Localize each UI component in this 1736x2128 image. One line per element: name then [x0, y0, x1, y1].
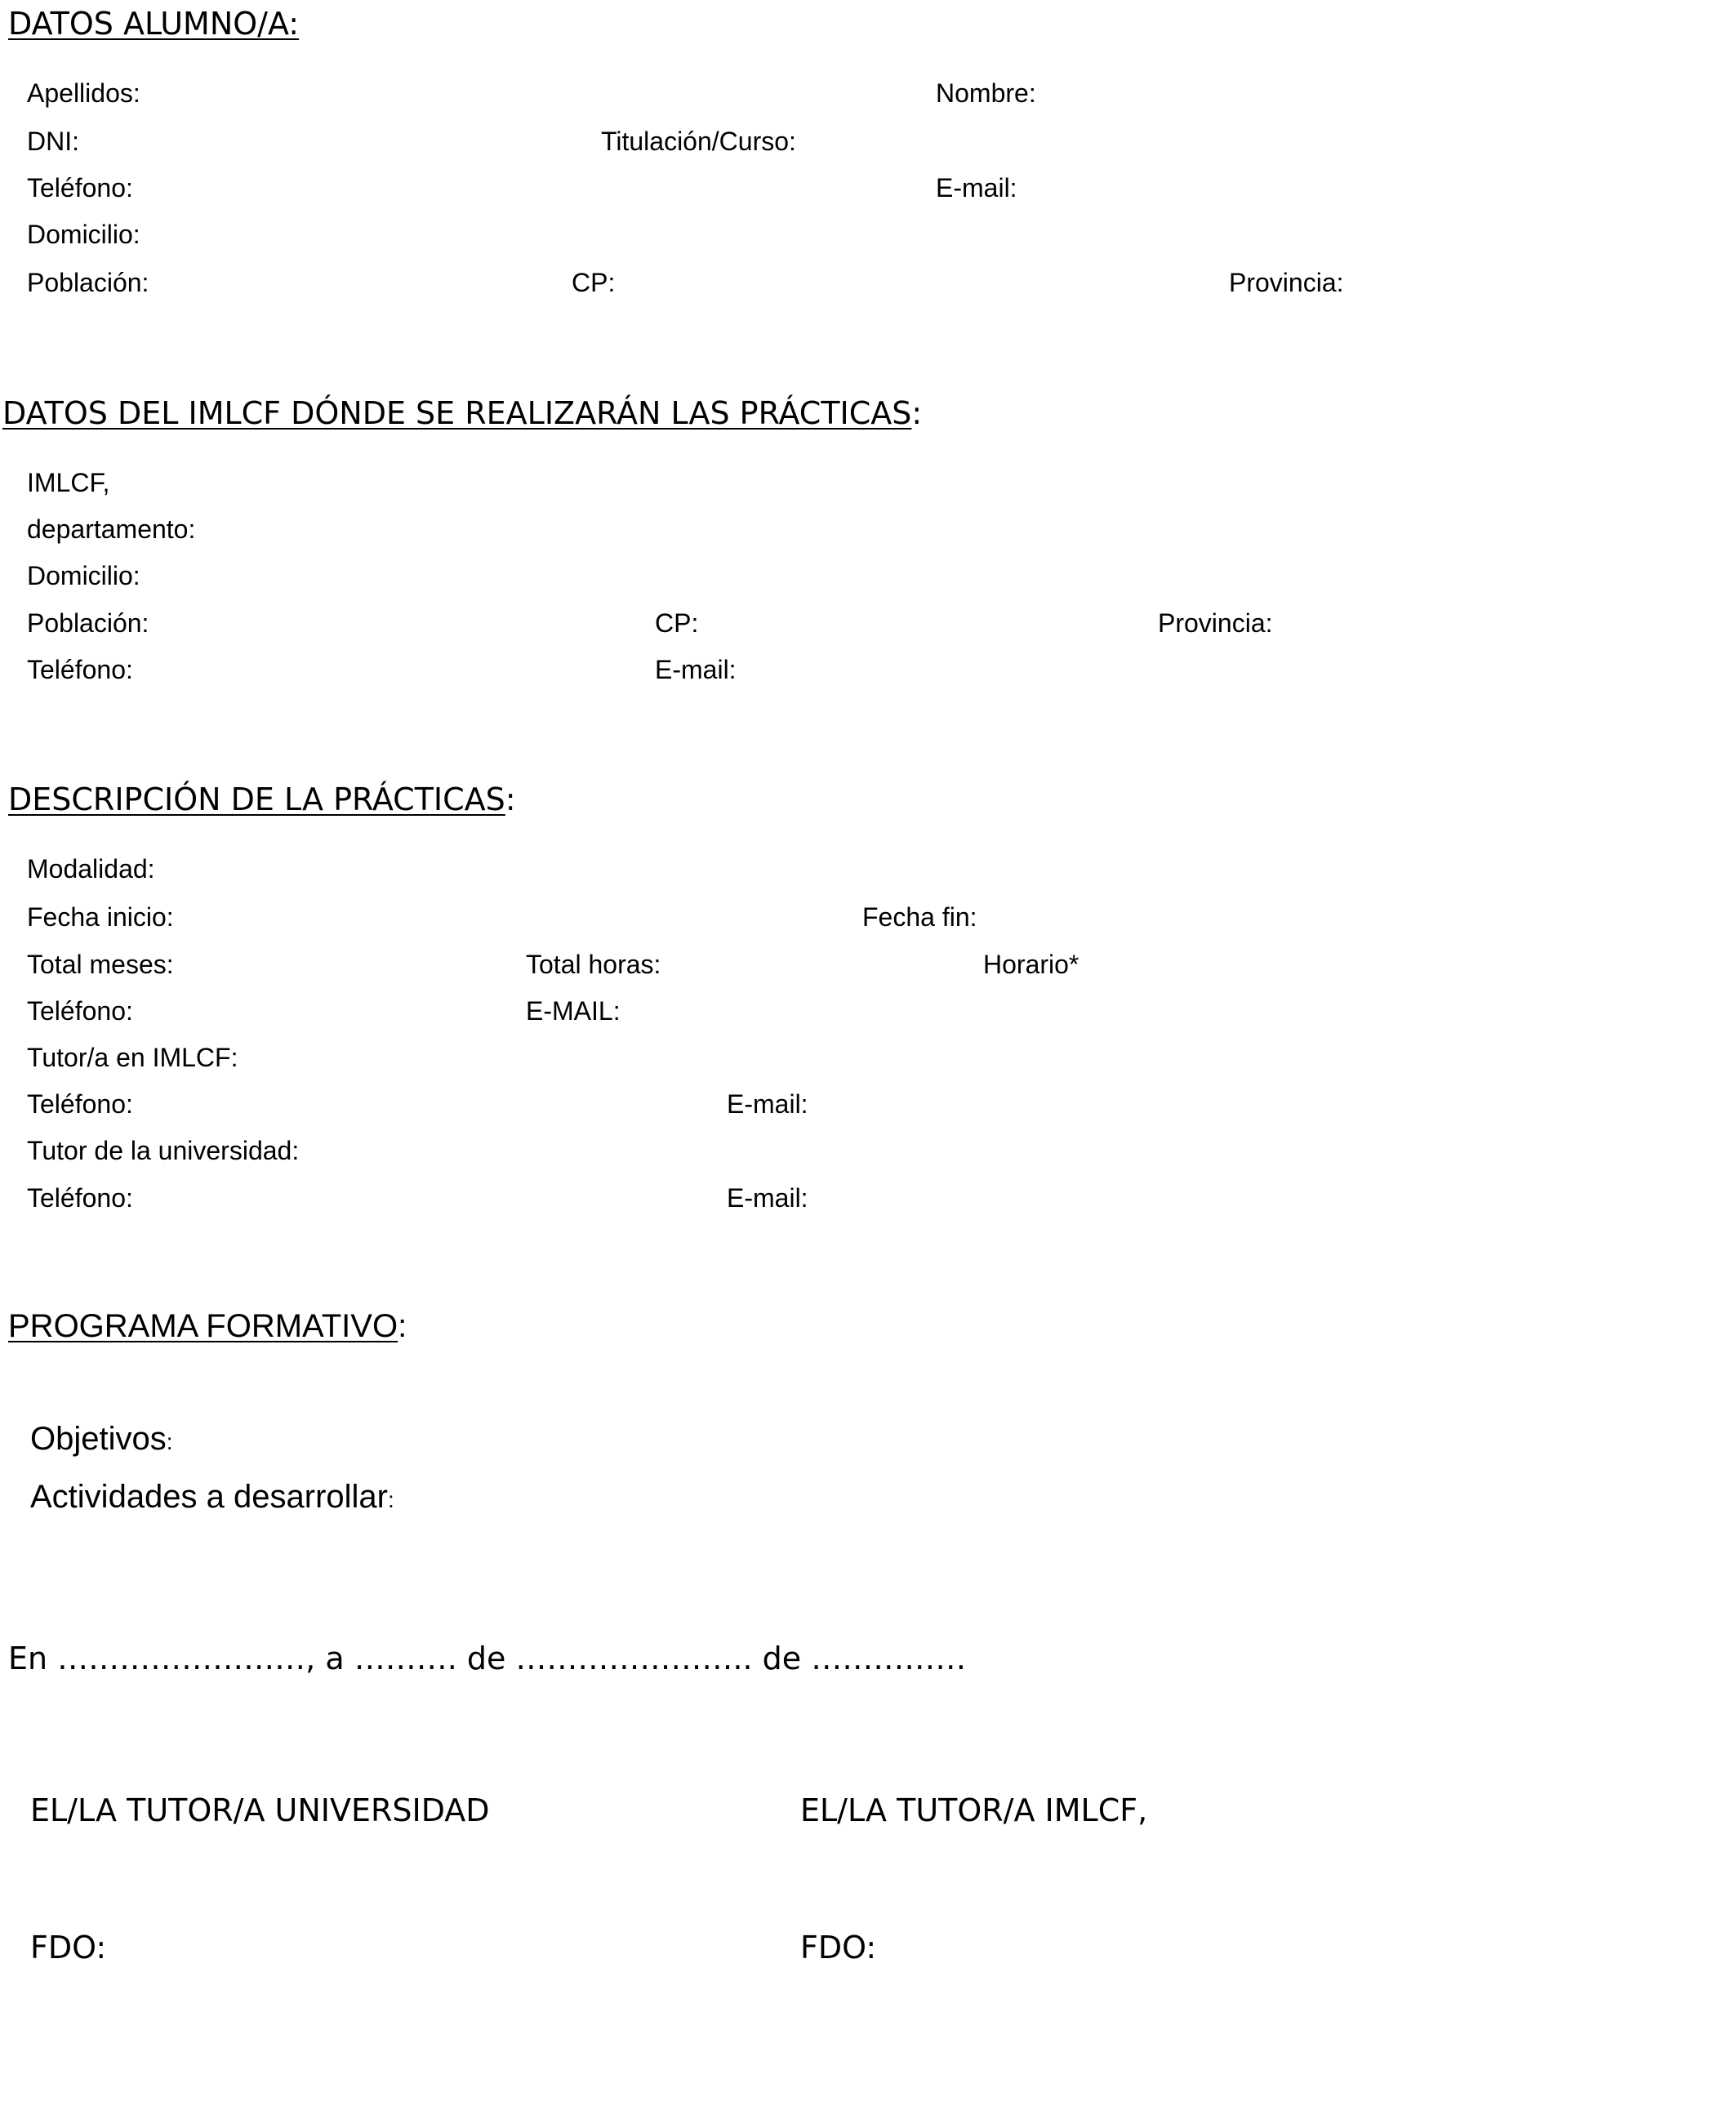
field-imlcf-telefono: Teléfono: — [27, 655, 133, 684]
field-horario: Horario* — [983, 950, 1079, 979]
field-provincia: Provincia: — [1229, 268, 1344, 297]
field-tutor-universidad-telefono: Teléfono: — [27, 1183, 133, 1213]
field-email: E-mail: — [936, 173, 1017, 203]
field-tutor-universidad: Tutor de la universidad: — [27, 1136, 300, 1165]
field-total-meses: Total meses: — [27, 950, 174, 979]
place-date-line: En ……………………, a ………. de ………………….. de …………… — [8, 1641, 967, 1676]
field-desc-email: E-MAIL: — [526, 996, 621, 1026]
section-heading-descripcion — [8, 781, 516, 817]
field-objetivos-label: Objetivos — [30, 1421, 167, 1457]
field-nombre: Nombre: — [936, 78, 1036, 108]
field-domicilio: Domicilio: — [27, 220, 140, 249]
field-cp: CP: — [572, 268, 616, 297]
field-dni: DNI: — [27, 127, 79, 156]
field-departamento: departamento: — [27, 514, 196, 544]
signature-fdo-right: FDO: — [800, 1930, 877, 1966]
section-heading-alumno-text: DATOS ALUMNO/A: — [8, 6, 300, 42]
field-telefono: Teléfono: — [27, 173, 133, 203]
section-heading-programa-colon: : — [398, 1308, 407, 1344]
section-heading-imlcf-text: DATOS DEL IMLCF DÓNDE SE REALIZARÁN LAS PRÁCTICAS — [2, 395, 912, 431]
signature-fdo-left: FDO: — [30, 1930, 107, 1966]
section-heading-alumno — [8, 6, 300, 42]
section-heading-imlcf-colon: : — [911, 395, 923, 431]
field-tutor-imlcf-email: E-mail: — [727, 1089, 808, 1119]
signature-label-tutor-universidad: EL/LA TUTOR/A UNIVERSIDAD — [30, 1792, 490, 1828]
field-objetivos-colon: : — [166, 1429, 173, 1454]
section-heading-programa — [8, 1310, 407, 1342]
field-modalidad: Modalidad: — [27, 854, 155, 884]
section-heading-programa-text: PROGRAMA FORMATIVO — [8, 1308, 398, 1344]
field-imlcf-poblacion: Población: — [27, 608, 149, 638]
field-imlcf-domicilio: Domicilio: — [27, 561, 140, 590]
field-desc-telefono: Teléfono: — [27, 996, 133, 1026]
field-tutor-universidad-email: E-mail: — [727, 1183, 808, 1213]
field-actividades-label: Actividades a desarrollar — [30, 1479, 388, 1515]
field-fecha-fin: Fecha fin: — [862, 902, 977, 932]
section-heading-descripcion-text: DESCRIPCIÓN DE LA PRÁCTICAS — [8, 781, 505, 817]
section-heading-imlcf — [2, 395, 923, 431]
field-imlcf-provincia: Provincia: — [1158, 608, 1273, 638]
field-tutor-imlcf: Tutor/a en IMLCF: — [27, 1043, 238, 1072]
field-poblacion: Población: — [27, 268, 149, 297]
field-titulacion: Titulación/Curso: — [601, 127, 796, 156]
field-imlcf: IMLCF, — [27, 468, 110, 497]
field-apellidos: Apellidos: — [27, 78, 140, 108]
signature-label-tutor-imlcf: EL/LA TUTOR/A IMLCF, — [800, 1792, 1148, 1828]
field-tutor-imlcf-telefono: Teléfono: — [27, 1089, 133, 1119]
field-imlcf-email: E-mail: — [655, 655, 737, 684]
field-fecha-inicio: Fecha inicio: — [27, 902, 174, 932]
field-actividades-colon: : — [388, 1487, 394, 1512]
field-imlcf-cp: CP: — [655, 608, 699, 638]
field-objetivos — [30, 1422, 173, 1455]
section-heading-descripcion-colon: : — [505, 781, 516, 817]
field-actividades — [30, 1480, 394, 1513]
field-total-horas: Total horas: — [526, 950, 661, 979]
